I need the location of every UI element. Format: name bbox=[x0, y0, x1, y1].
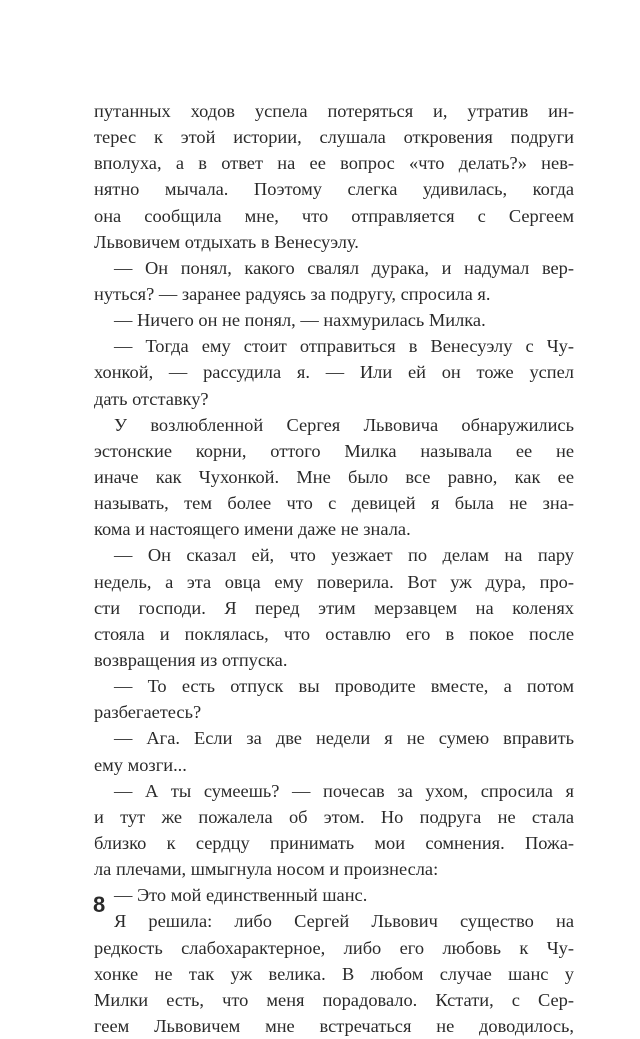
text-line: ему мозги... bbox=[94, 754, 187, 775]
text-line: возвращения из отпуска. bbox=[94, 649, 288, 670]
text-line: — Тогда ему стоит отправиться в Венесуэлу с Чу- bbox=[114, 336, 574, 357]
text-line: Львовичем отдыхать в Венесуэлу. bbox=[94, 231, 359, 252]
text-line: хонкой, — рассудила я. — Или ей он тоже успел bbox=[94, 362, 574, 383]
text-line: ла плечами, шмыгнула носом и произнесла: bbox=[94, 859, 439, 880]
text-line: недель, а эта овца ему поверила. Вот уж дура, про- bbox=[94, 571, 574, 592]
text-line: она сообщила мне, что отправляется с Сергеем bbox=[94, 205, 574, 226]
text-line: называть, тем более что с девицей я была не зна- bbox=[94, 493, 574, 514]
text-line: У возлюбленной Сергея Львовича обнаружились bbox=[114, 414, 574, 435]
text-line: кома и настоящего имени даже не знала. bbox=[94, 519, 411, 540]
page-number: 8 bbox=[93, 892, 106, 917]
text-line: — Он сказал ей, что уезжает по делам на пару bbox=[114, 545, 574, 566]
text-line: — А ты сумеешь? — почесав за ухом, спросила я bbox=[114, 780, 574, 801]
text-line: сти господи. Я перед этим мерзавцем на коленях bbox=[94, 597, 574, 618]
body-text bbox=[94, 98, 574, 1039]
text-line: — То есть отпуск вы проводите вместе, а потом bbox=[114, 676, 574, 697]
text-line: Милки есть, что меня порадовало. Кстати, с Сер- bbox=[94, 989, 574, 1010]
text-line: терес к этой истории, слушала откровения подруги bbox=[94, 127, 574, 148]
text-line: геем Львовичем мне встречаться не доводилось, bbox=[94, 1015, 574, 1036]
text-line: нятно мычала. Поэтому слегка удивилась, когда bbox=[94, 179, 574, 200]
text-line: разбегаетесь? bbox=[94, 702, 202, 723]
text-line: близко к сердцу принимать мои сомнения. Пожа- bbox=[94, 832, 574, 853]
text-line: иначе как Чухонкой. Мне было все равно, как ее bbox=[94, 466, 574, 487]
text-line: — Он понял, какого свалял дурака, и надумал вер- bbox=[114, 257, 574, 278]
text-line: нуться? — заранее радуясь за подругу, спросила я. bbox=[94, 283, 491, 304]
text-line: путанных ходов успела потеряться и, утратив ин- bbox=[94, 101, 574, 121]
text-line: — Ничего он не понял, — нахмурилась Милка. bbox=[114, 310, 486, 331]
text-line: — Это мой единственный шанс. bbox=[114, 885, 368, 906]
text-line: стояла и поклялась, что оставлю его в покое после bbox=[94, 623, 574, 644]
text-line: редкость слабохарактерное, либо его любовь к Чу- bbox=[94, 937, 574, 958]
text-line: эстонские корни, оттого Милка называла ее не bbox=[94, 440, 574, 461]
text-line: хонке не так уж велика. В любом случае шанс у bbox=[94, 963, 574, 984]
text-line: и тут же пожалела об этом. Но подруга не стала bbox=[94, 806, 574, 827]
text-line: Я решила: либо Сергей Львович существо на bbox=[114, 911, 574, 932]
text-line: дать отставку? bbox=[94, 388, 209, 409]
text-line: вполуха, а в ответ на ее вопрос «что делать?» нев- bbox=[94, 153, 574, 174]
text-line: — Ага. Если за две недели я не сумею вправить bbox=[114, 728, 574, 749]
